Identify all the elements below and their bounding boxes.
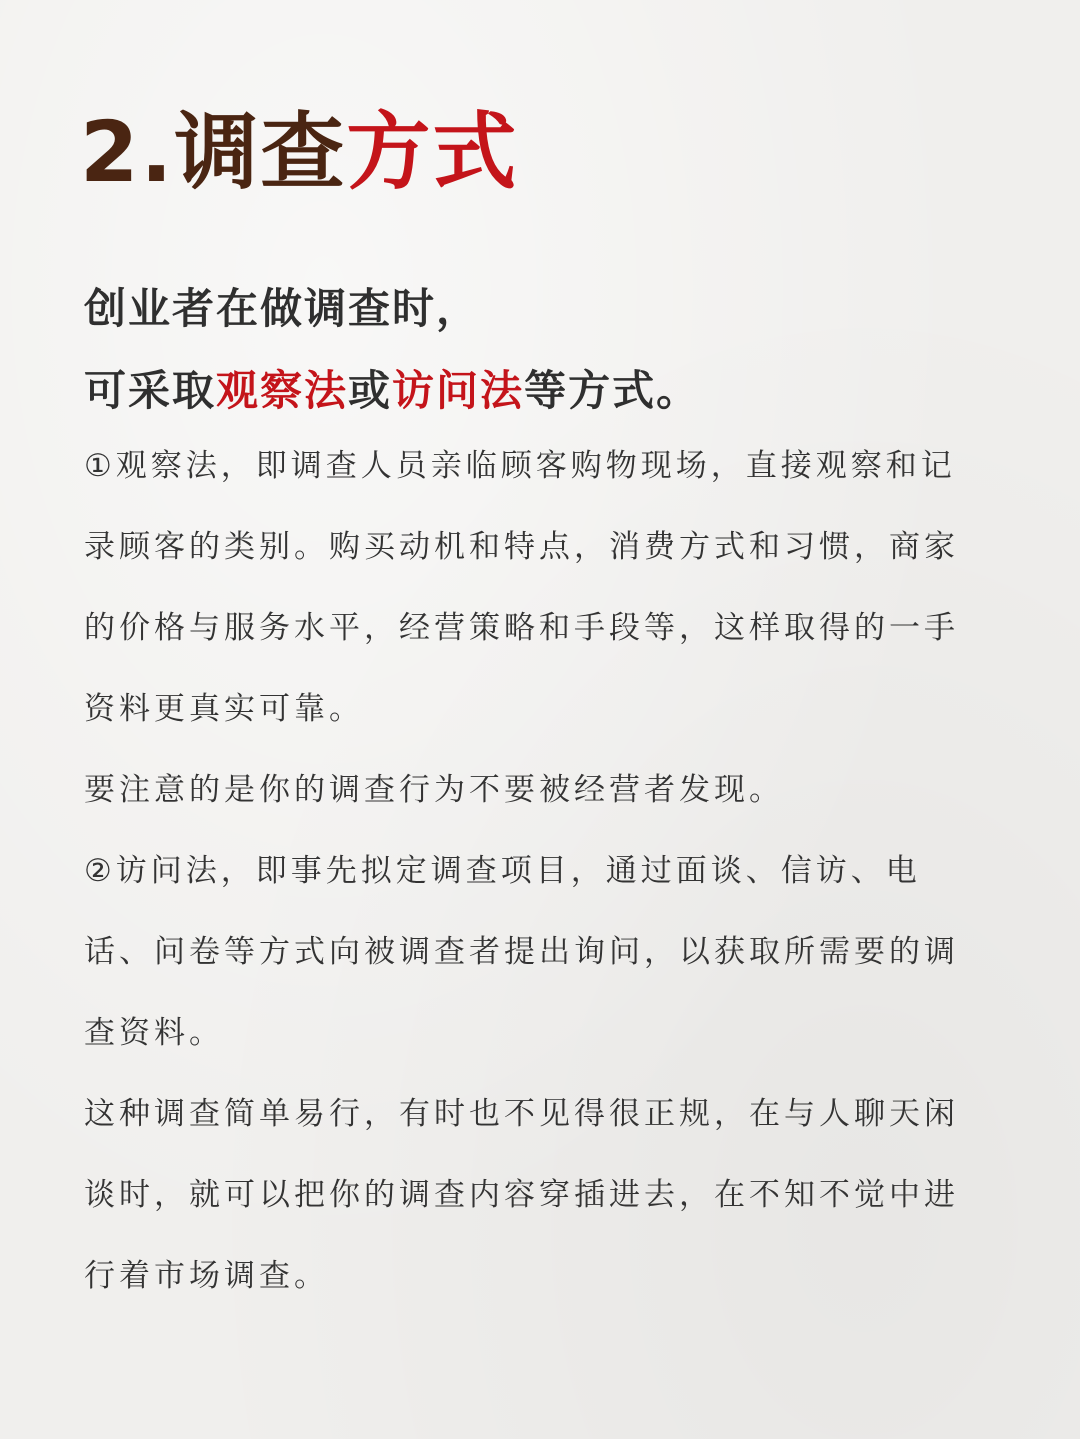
intro-line-2 [84, 350, 1004, 432]
title-prefix: 2.调查 [80, 103, 347, 201]
paragraph-observation-method: ①观察法，即调查人员亲临顾客购物现场，直接观察和记录顾客的类别。购买动机和特点，消费方式和习惯，商家的价格与服务水平，经营策略和手段等，这样取得的一手 资料更真实可靠。 [84, 448, 959, 727]
title-highlight: 方式 [346, 103, 519, 201]
page-title [80, 100, 518, 204]
body-text [84, 426, 984, 1317]
intro-highlight-observation: 观察法 [216, 366, 349, 415]
intro-text: 等方式。 [524, 366, 701, 415]
intro-text: 可采取 [84, 366, 217, 415]
paragraph-interview-method: ②访问法，即事先拟定调查项目，通过面谈、信访、电话、问卷等方式向被调查者提出询问，以获取所需要的调查资料。 [84, 853, 959, 1051]
intro-highlight-interview: 访问法 [392, 366, 525, 415]
paragraph-observation-note: 要注意的是你的调查行为不要被经营者发现。 [84, 772, 784, 808]
intro-line-1: 创业者在做调查时， [84, 284, 481, 333]
intro-text: 或 [348, 366, 393, 415]
intro-block [84, 268, 1004, 432]
paragraph-interview-note: 这种调查简单易行，有时也不见得很正规，在与人聊天闲谈时，就可以把你的调查内容穿插进去，在不知不觉中进行着市场调查。 [84, 1096, 959, 1294]
